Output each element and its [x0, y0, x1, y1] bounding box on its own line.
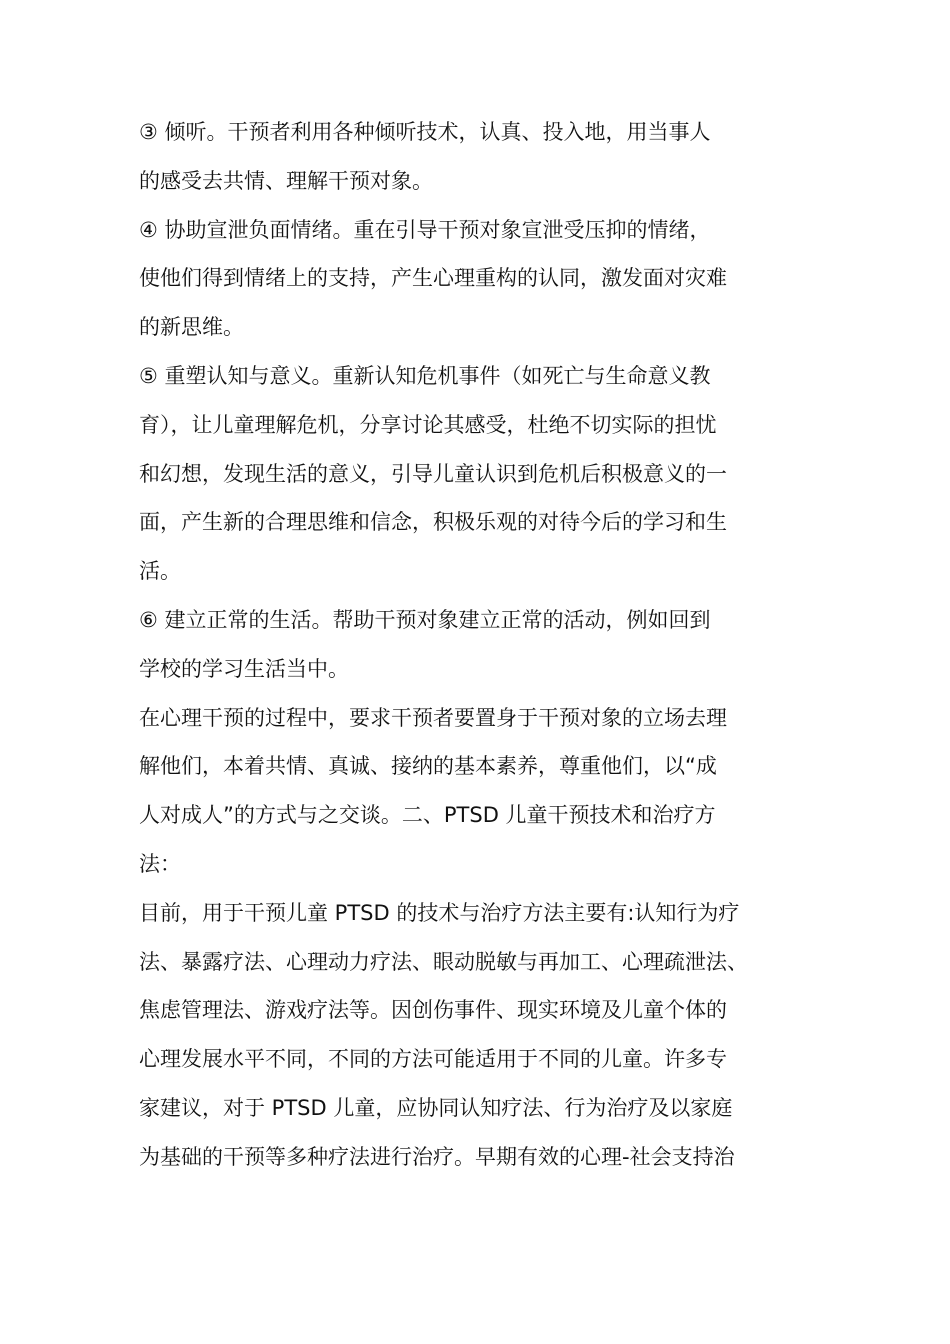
text-line: 学校的学习生活当中。	[139, 656, 349, 681]
text-line: ⑥ 建立正常的生活。帮助干预对象建立正常的活动，例如回到	[139, 607, 711, 632]
text-line: 为基础的干预等多种疗法进行治疗。早期有效的心理-社会支持治	[139, 1144, 735, 1169]
text-line: 和幻想，发现生活的意义，引导儿童认识到危机后积极意义的一	[139, 461, 727, 486]
text-line: ③ 倾听。干预者利用各种倾听技术，认真、投入地，用当事人	[139, 120, 711, 144]
text-line: 使他们得到情绪上的支持，产生心理重构的认同，激发面对灾难	[139, 266, 727, 291]
text-line: 育），让儿童理解危机，分享讨论其感受，杜绝不切实际的担忧	[139, 412, 717, 437]
text-line: ⑤ 重塑认知与意义。重新认知危机事件（如死亡与生命意义教	[139, 363, 711, 388]
text-line: 活。	[139, 559, 181, 584]
text-line: 目前，用于干预儿童 PTSD 的技术与治疗方法主要有:认知行为疗	[139, 900, 740, 925]
text-line: 面，产生新的合理思维和信念，积极乐观的对待今后的学习和生	[139, 510, 727, 535]
text-line: 家建议，对于 PTSD 儿童，应协同认知疗法、行为治疗及以家庭	[139, 1095, 733, 1120]
text-line: 心理发展水平不同，不同的方法可能适用于不同的儿童。许多专	[139, 1047, 727, 1072]
text-line: 法、暴露疗法、心理动力疗法、眼动脱敏与再加工、心理疏泄法、	[139, 949, 748, 974]
text-line: 的感受去共情、理解干预对象。	[139, 168, 433, 193]
text-line: 焦虑管理法、游戏疗法等。因创伤事件、现实环境及儿童个体的	[139, 998, 727, 1023]
text-line: 法：	[139, 851, 181, 876]
text-line: 的新思维。	[139, 315, 244, 340]
text-line: 解他们，本着共情、真诚、接纳的基本素养，尊重他们，以“成	[139, 754, 717, 779]
text-line: 人对成人”的方式与之交谈。二、PTSD 儿童干预技术和治疗方	[139, 803, 716, 828]
body-text	[139, 108, 819, 1182]
text-line: ④ 协助宣泄负面情绪。重在引导干预对象宣泄受压抑的情绪，	[139, 217, 711, 242]
text-line: 在心理干预的过程中，要求干预者要置身于干预对象的立场去理	[139, 705, 727, 730]
